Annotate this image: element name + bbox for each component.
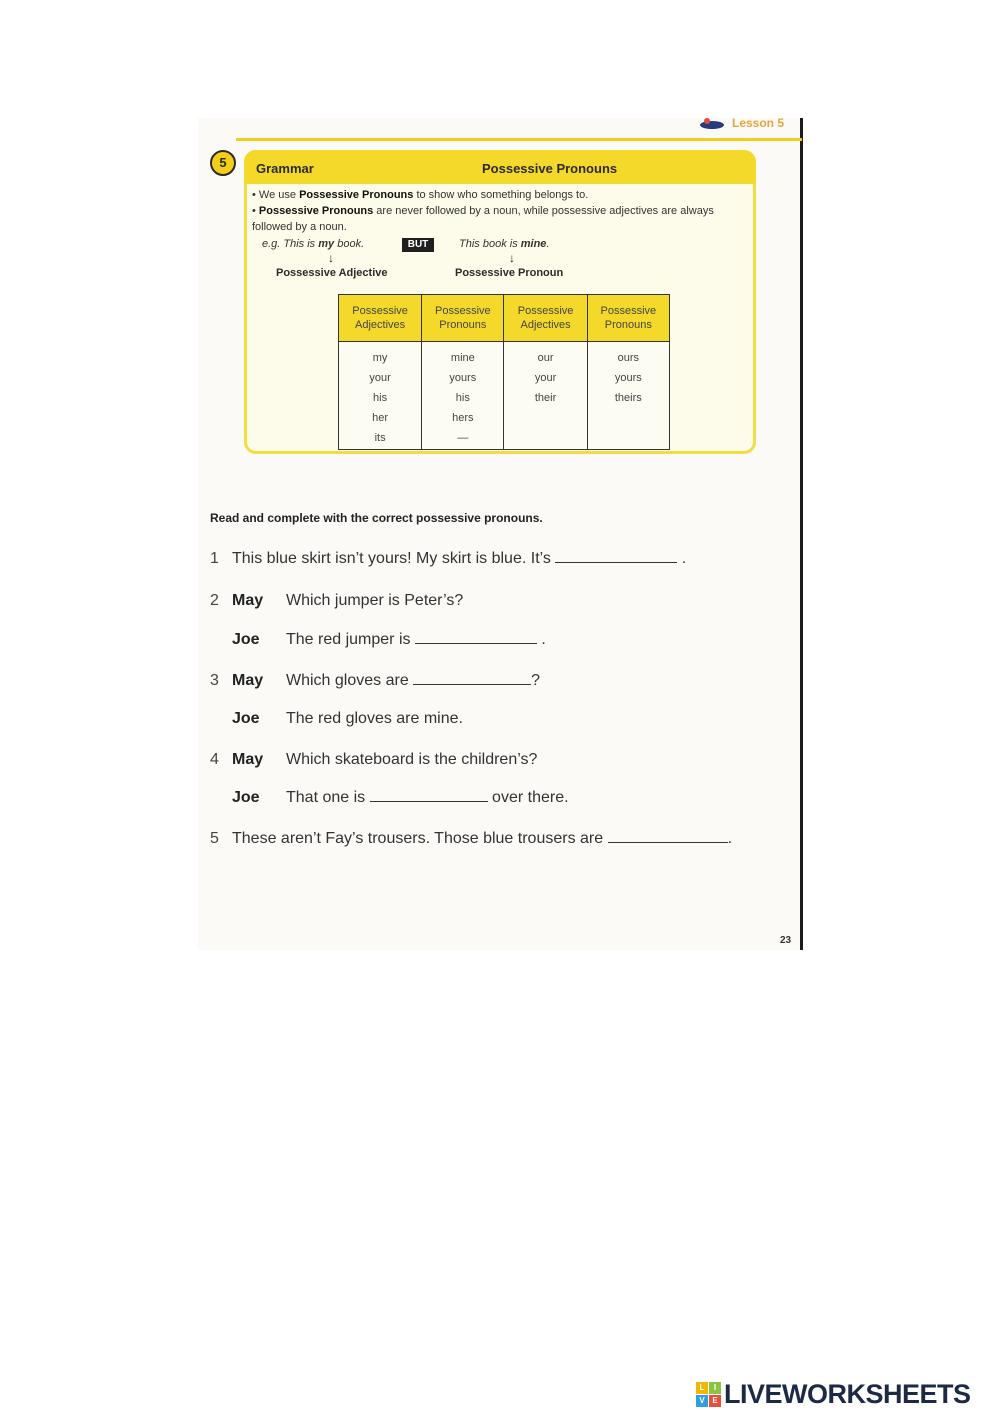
logo-square: E [709,1395,721,1407]
table-column [504,342,587,450]
speaker-name: May [232,592,264,609]
item-text-after: ? [531,672,541,689]
item-text: The red gloves are mine. [286,710,463,727]
table-header: Possessive Pronouns [587,295,669,342]
item-text: Which gloves are [286,672,414,689]
answer-blank[interactable] [608,841,728,843]
table-header: Possessive Adjectives [339,295,422,342]
exercise-item-2-joe [210,631,546,649]
logo-square: I [709,1382,721,1394]
answer-blank[interactable] [413,683,531,685]
table-cell: her [372,412,389,424]
item-number: 2 [210,592,219,609]
grammar-subtitle: Possessive Pronouns [482,161,618,176]
example-adjective: e.g. This is my book. [262,238,365,250]
but-badge: BUT [402,238,434,252]
table-column [422,342,504,450]
logo-square: V [696,1395,708,1407]
table-row [339,342,670,450]
page-number: 23 [780,935,792,946]
table-column [587,342,669,450]
table-cell: yours [449,372,477,384]
table-cell: theirs [614,392,642,404]
exercise-item-4-may [210,751,537,769]
table-cell: his [455,392,470,404]
speaker-name: Joe [232,789,260,806]
table-cell: his [373,392,388,404]
answer-blank[interactable] [555,561,677,563]
item-text: Which jumper is Peter’s? [286,592,464,609]
liveworksheets-logo [696,1379,971,1410]
item-number: 3 [210,672,219,689]
item-text: The red jumper is [286,631,415,648]
table-header-row [339,295,670,342]
item-text-after: over there. [487,789,569,806]
table-cell: my [372,352,388,364]
item-text-after: . [677,550,687,567]
arrow-down-icon: ↓ [328,251,334,265]
pronoun-table [338,294,670,450]
exercise-item-3-may [210,672,540,690]
lesson-label: Lesson 5 [732,116,785,130]
item-number: 4 [210,751,219,768]
table-header: Possessive Pronouns [422,295,504,342]
top-divider [236,138,802,141]
exercise-item-1 [210,550,686,568]
item-number: 5 [210,830,219,847]
exercise-instruction: Read and complete with the correct possessive pronouns. [210,511,543,525]
exercise-item-5 [210,830,732,848]
logo-text: LIVEWORKSHEETS [724,1379,971,1409]
example-pronoun: This book is mine. [459,238,550,250]
item-text-after: . [727,830,733,847]
speaker-name: May [232,672,264,689]
table-cell: our [537,352,554,364]
arrow-down-icon: ↓ [509,251,515,265]
item-text: These aren’t Fay’s trousers. Those blue trousers are [232,830,608,847]
speaker-name: Joe [232,710,260,727]
answer-blank[interactable] [370,800,488,802]
logo-squares-icon [696,1382,721,1407]
label-possessive-pronoun: Possessive Pronoun [455,267,564,279]
table-cell: ours [617,352,640,364]
section-number: 5 [210,150,236,176]
label-possessive-adjective: Possessive Adjective [276,267,388,279]
item-text: That one is [286,789,370,806]
grammar-title: Grammar [256,161,314,176]
table-cell: yours [614,372,642,384]
item-number: 1 [210,550,219,567]
rule-1: • We use Possessive Pronouns to show who something belongs to. [252,189,589,201]
logo-square: L [696,1382,708,1394]
mascot-icon [698,116,726,130]
exercise-item-2-may [210,592,463,610]
table-cell: their [534,392,557,404]
table-column [339,342,422,450]
page-edge [800,118,803,950]
rule-2: • Possessive Pronouns are never followed by a noun, while possessive adjectives are always followed by a noun. [252,205,714,233]
exercise-item-4-joe [210,789,569,807]
table-cell: — [457,432,469,444]
speaker-name: Joe [232,631,260,648]
table-cell: mine [450,352,475,364]
table-cell: your [534,372,557,384]
table-cell: hers [452,412,474,424]
item-text-after: . [536,631,546,648]
item-text: This blue skirt isn’t yours! My skirt is blue. It’s [232,550,556,567]
speaker-name: May [232,751,264,768]
item-text: Which skateboard is the children’s? [286,751,538,768]
answer-blank[interactable] [415,642,537,644]
exercise-item-3-joe [210,710,463,728]
table-cell: your [369,372,391,384]
table-cell: its [374,432,386,444]
table-header: Possessive Adjectives [504,295,587,342]
